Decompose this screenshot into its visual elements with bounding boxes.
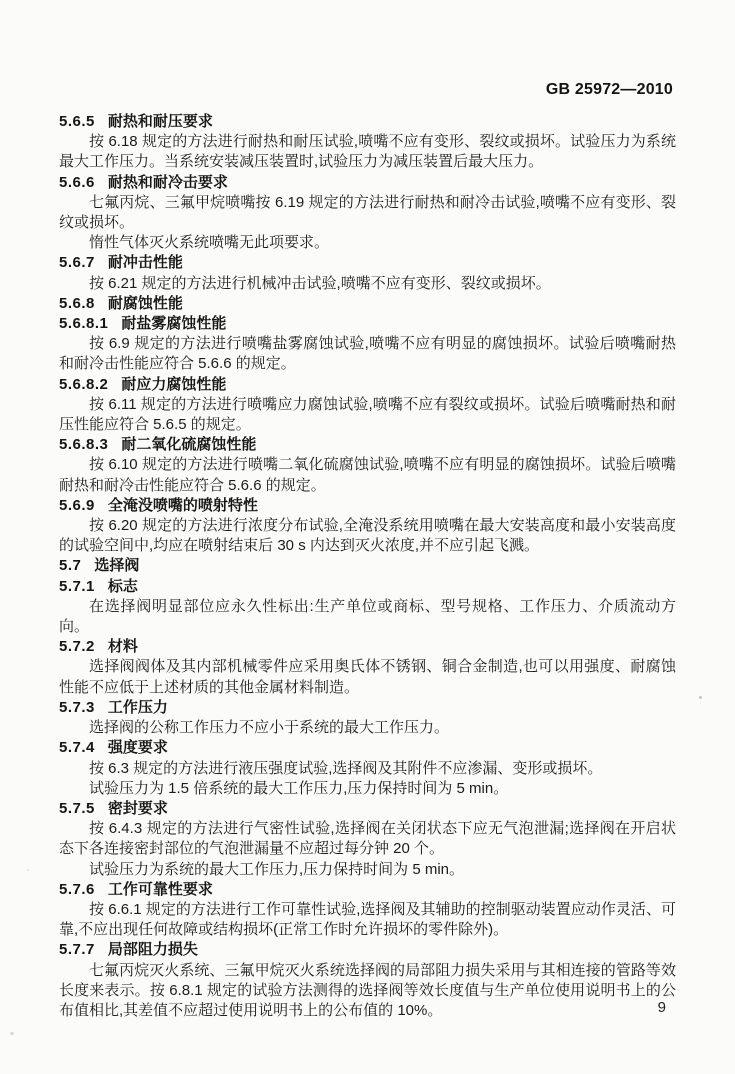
section-number: 5.7.6 [59, 880, 95, 898]
page-number: 9 [657, 999, 666, 1016]
section-title: 耐二氧化硫腐蚀性能 [121, 436, 257, 454]
section-heading [59, 799, 676, 819]
section-number: 5.7.4 [59, 739, 95, 757]
section-number: 5.6.5 [59, 113, 95, 130]
section-title: 全淹没喷嘴的喷射特性 [107, 496, 258, 514]
section-title: 耐应力腐蚀性能 [121, 375, 227, 393]
section-title: 工作压力 [107, 698, 168, 716]
section-number: 5.6.8.1 [59, 315, 109, 333]
section-number: 5.7.1 [59, 577, 95, 595]
section-title: 工作可靠性要求 [107, 880, 213, 898]
section-number: 5.7.7 [59, 941, 95, 959]
paragraph: 按 6.9 规定的方法进行喷嘴盐雾腐蚀试验,喷嘴不应有明显的腐蚀损坏。试验后喷嘴耐热和耐冷击性能应符合 5.6.6 的规定。 [59, 335, 676, 373]
section-heading [59, 112, 676, 132]
paragraph: 七氟丙烷灭火系统、三氟甲烷灭火系统选择阀的局部阻力损失采用与其相连接的管路等效长度来表示。按 6.8.1 规定的试验方法测得的选择阀等效长度值与生产单位使用说明书上的公布值相比,其差值不应超过使用说明书上的公布值的 10%。 [59, 961, 676, 1019]
section-heading [59, 940, 676, 960]
paragraph: 按 6.10 规定的方法进行喷嘴二氧化硫腐蚀试验,喷嘴不应有明显的腐蚀损坏。试验后喷嘴耐热和耐冷击性能应符合 5.6.6 的规定。 [59, 456, 676, 494]
section-number: 5.7.5 [59, 799, 95, 817]
section-number: 5.6.8 [59, 294, 95, 312]
section-number: 5.7.3 [59, 698, 95, 716]
section-number: 5.6.8.3 [59, 436, 109, 454]
section-number: 5.6.7 [59, 254, 95, 272]
section-heading [59, 253, 676, 273]
section-title: 强度要求 [107, 739, 168, 757]
section-heading [59, 577, 676, 597]
scan-artifact [10, 1032, 14, 1035]
paragraph: 选择阀的公称工作压力不应小于系统的最大工作压力。 [89, 719, 450, 737]
paragraph: 按 6.21 规定的方法进行机械冲击试验,喷嘴不应有变形、裂纹或损坏。 [89, 274, 551, 292]
paragraph: 按 6.4.3 规定的方法进行气密性试验,选择阀在关闭状态下应无气泡泄漏;选择阀在开启状态下各连接密封部位的气泡泄漏量不应超过每分钟 20 个。 [59, 820, 676, 858]
section-heading [59, 738, 676, 758]
document-body [59, 112, 676, 1021]
section-number: 5.7 [59, 557, 82, 575]
section-number: 5.6.8.2 [59, 375, 109, 393]
section-heading [59, 294, 676, 314]
scan-artifact [27, 869, 29, 871]
paragraph: 试验压力为系统的最大工作压力,压力保持时间为 5 min。 [89, 860, 465, 878]
section-number: 5.6.6 [59, 173, 95, 191]
section-title: 标志 [107, 577, 138, 595]
section-title: 耐盐雾腐蚀性能 [121, 315, 227, 333]
section-number: 5.6.9 [59, 496, 95, 514]
section-heading [59, 435, 676, 455]
section-heading [59, 375, 676, 395]
section-title: 材料 [107, 638, 138, 656]
section-title: 耐腐蚀性能 [107, 294, 183, 312]
section-title: 耐热和耐冷击要求 [107, 173, 228, 191]
paragraph: 按 6.20 规定的方法进行浓度分布试验,全淹没系统用喷嘴在最大安装高度和最小安装高度的试验空间中,均应在喷射结束后 30 s 内达到灭火浓度,并不应引起飞溅。 [59, 517, 676, 555]
section-title: 密封要求 [107, 799, 168, 817]
section-heading [59, 496, 676, 516]
paragraph: 按 6.6.1 规定的方法进行工作可靠性试验,选择阀及其辅助的控制驱动装置应动作灵活、可靠,不应出现任何故障或结构损坏(正常工作时允许损坏的零件除外)。 [59, 900, 676, 939]
document-code-header: GB 25972—2010 [545, 81, 673, 98]
paragraph: 惰性气体灭火系统喷嘴无此项要求。 [89, 234, 330, 252]
paragraph: 在选择阀明显部位应永久性标出:生产单位或商标、型号规格、工作压力、介质流动方向。 [59, 597, 676, 636]
paragraph: 试验压力为 1.5 倍系统的最大工作压力,压力保持时间为 5 min。 [89, 779, 509, 797]
paragraph: 选择阀阀体及其内部机械零件应采用奥氏体不锈钢、铜合金制造,也可以用强度、耐腐蚀性能不应低于上述材质的其他金属材料制造。 [59, 658, 676, 696]
section-heading [59, 173, 676, 193]
section-title: 耐冲击性能 [107, 254, 183, 272]
section-title: 耐热和耐压要求 [107, 113, 213, 130]
paragraph: 七氟丙烷、三氟甲烷喷嘴按 6.19 规定的方法进行耐热和耐冷击试验,喷嘴不应有变形、裂纹或损坏。 [59, 193, 676, 232]
paragraph: 按 6.3 规定的方法进行液压强度试验,选择阀及其附件不应渗漏、变形或损坏。 [89, 759, 603, 777]
paragraph: 按 6.11 规定的方法进行喷嘴应力腐蚀试验,喷嘴不应有裂纹或损坏。试验后喷嘴耐热和耐压性能应符合 5.6.5 的规定。 [59, 395, 676, 434]
section-number: 5.7.2 [59, 638, 95, 656]
section-heading [59, 637, 676, 657]
section-heading [59, 698, 676, 718]
section-heading [59, 314, 676, 334]
section-title: 局部阻力损失 [107, 941, 198, 959]
paragraph: 按 6.18 规定的方法进行耐热和耐压试验,喷嘴不应有变形、裂纹或损坏。试验压力为系统最大工作压力。当系统安装减压装置时,试验压力为减压装置后最大压力。 [59, 133, 676, 171]
scan-artifact [699, 696, 702, 699]
section-heading [59, 880, 676, 900]
section-title: 选择阀 [94, 557, 140, 575]
section-heading [59, 556, 676, 576]
